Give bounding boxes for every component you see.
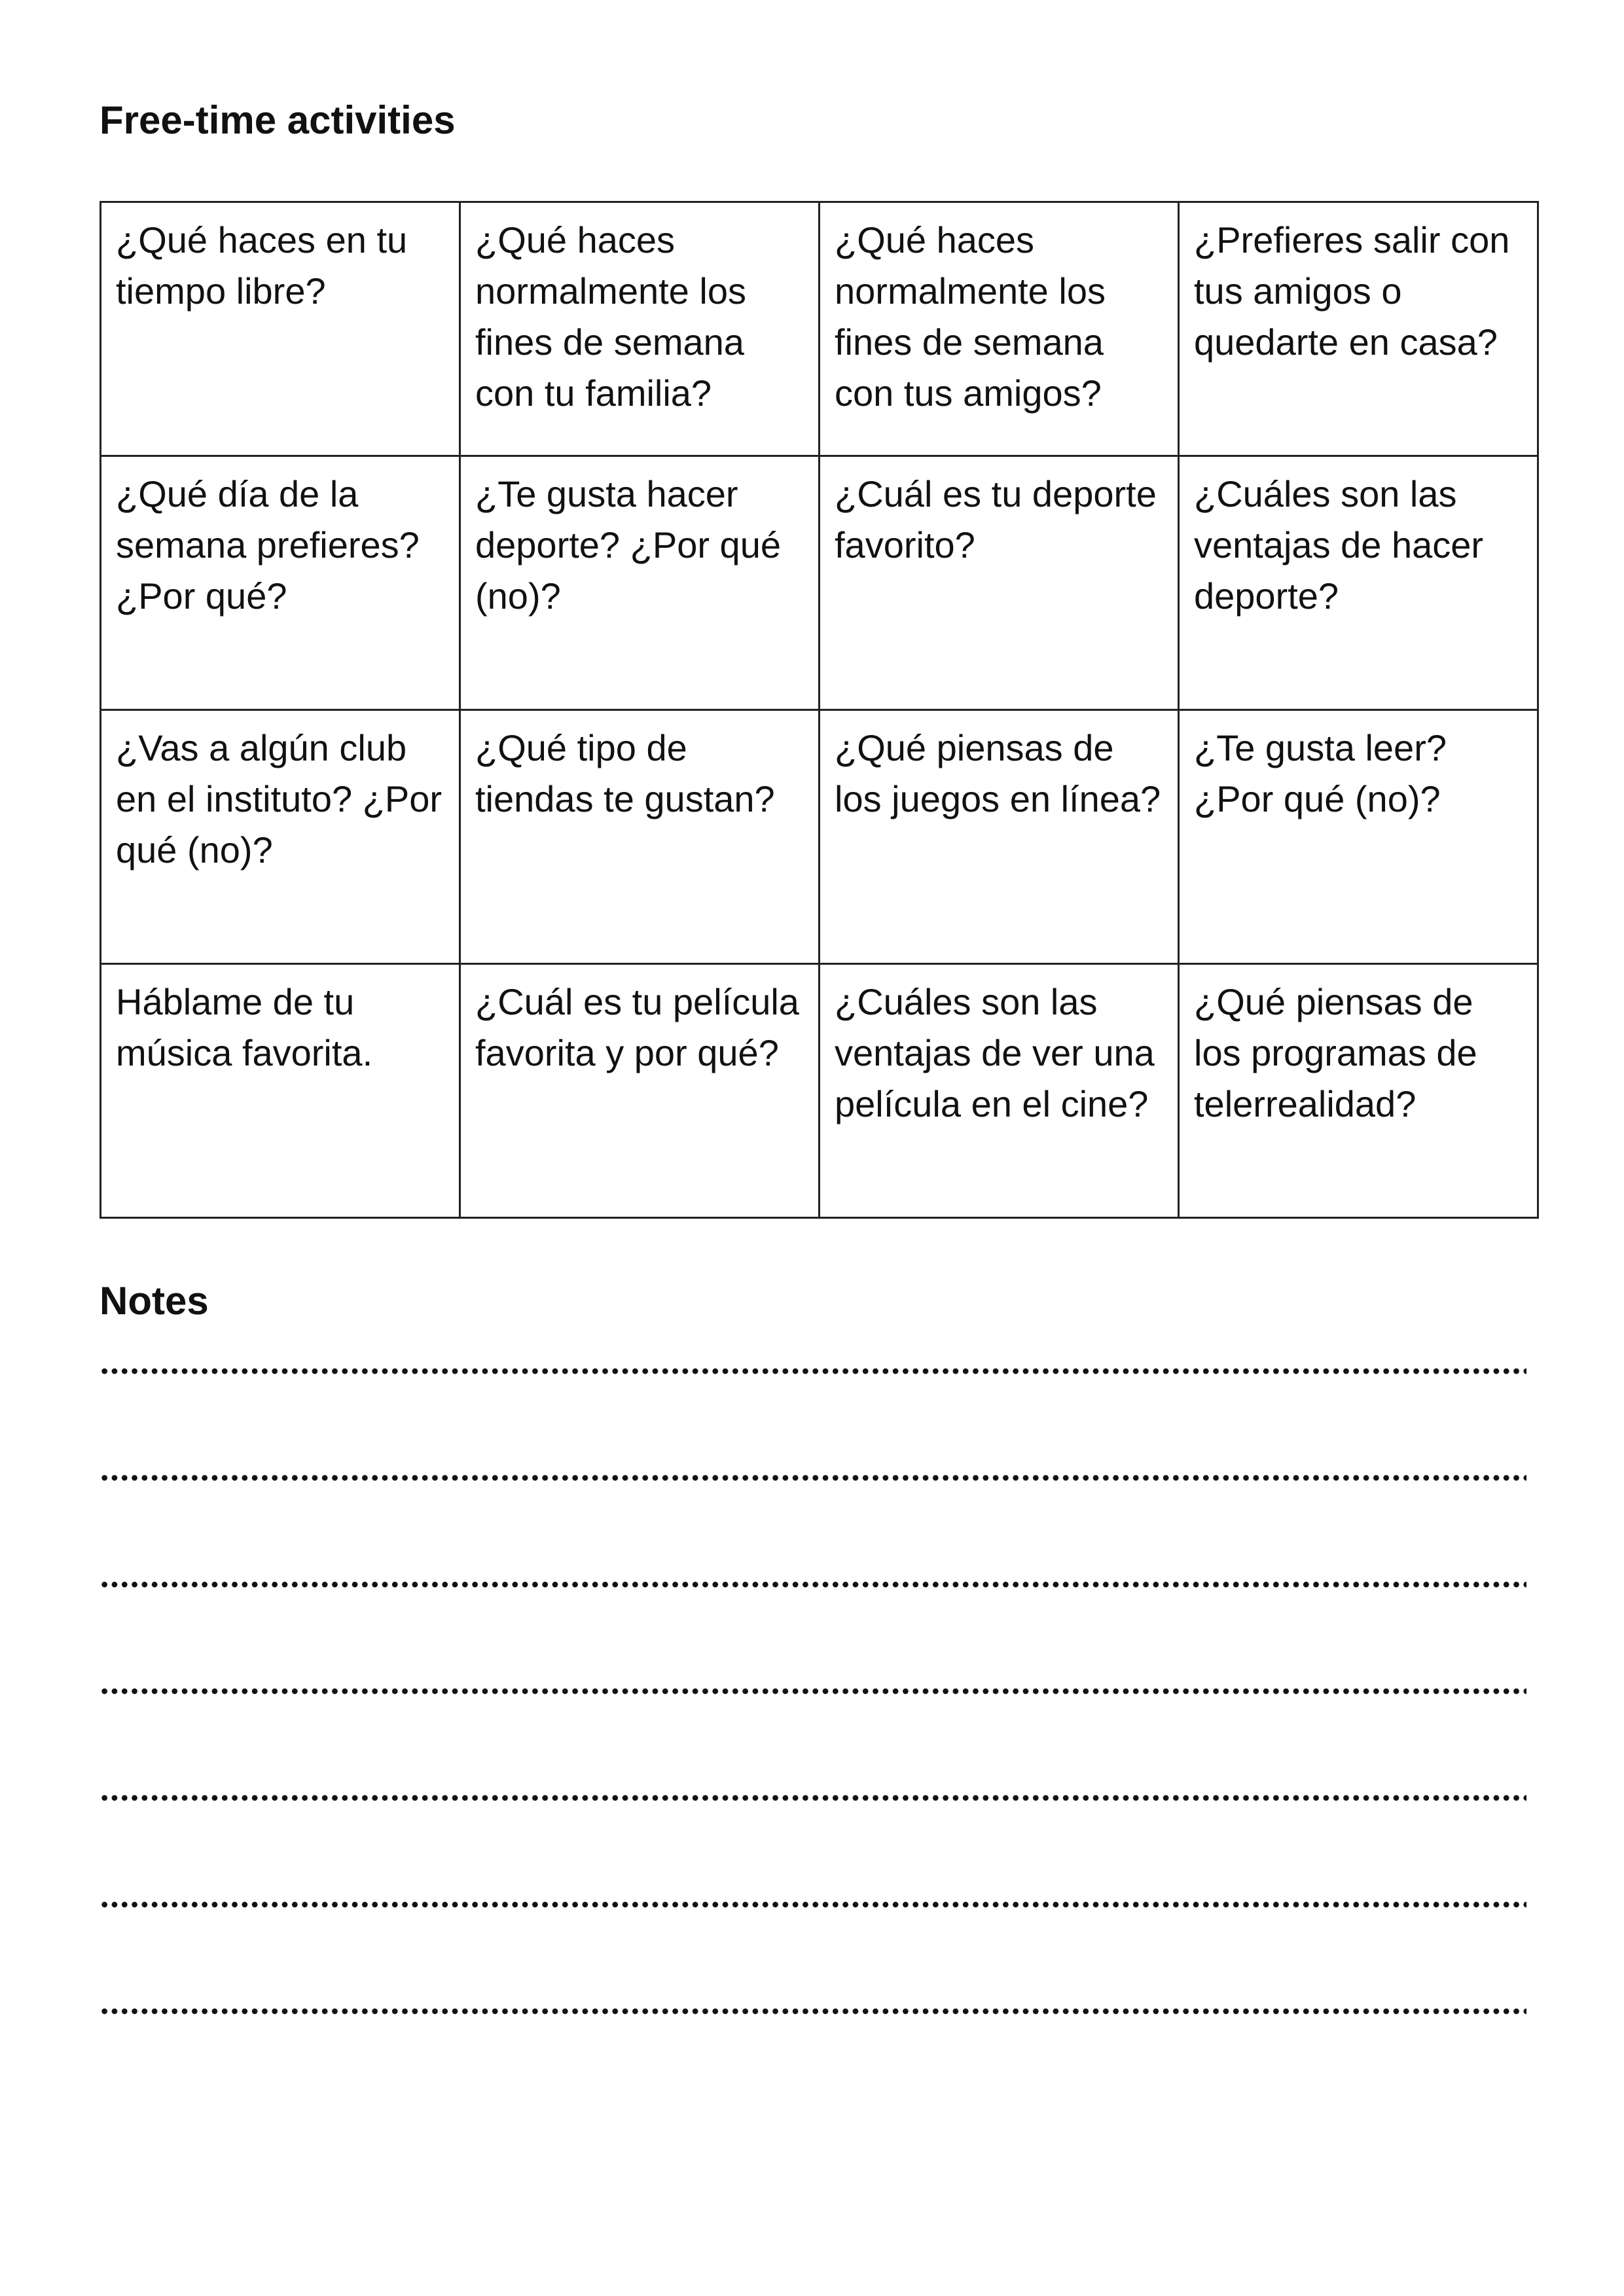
question-cell: ¿Te gusta leer? ¿Por qué (no)? xyxy=(1179,710,1538,964)
question-cell: ¿Vas a algún club en el instituto? ¿Por qué (no)? xyxy=(101,710,460,964)
question-cell: ¿Qué haces normalmente los fines de semana con tus amigos? xyxy=(820,202,1179,456)
notes-dotted-line xyxy=(99,1901,1526,1908)
notes-dotted-line xyxy=(99,1368,1526,1374)
question-cell: ¿Te gusta hacer deporte? ¿Por qué (no)? xyxy=(460,456,820,710)
notes-dotted-line xyxy=(99,1688,1526,1695)
question-cell: Háblame de tu música favorita. xyxy=(101,964,460,1218)
question-grid xyxy=(99,201,1539,1219)
notes-lines xyxy=(99,1368,1526,2115)
question-cell: ¿Cuál es tu deporte favorito? xyxy=(820,456,1179,710)
question-cell: ¿Qué haces normalmente los fines de semana con tu familia? xyxy=(460,202,820,456)
question-cell: ¿Qué piensas de los programas de telerrealidad? xyxy=(1179,964,1538,1218)
question-cell: ¿Cuáles son las ventajas de hacer deporte? xyxy=(1179,456,1538,710)
notes-dotted-line xyxy=(99,1795,1526,1801)
notes-dotted-line xyxy=(99,2008,1526,2015)
grid-row xyxy=(101,456,1538,710)
question-cell: ¿Qué día de la semana prefieres? ¿Por qué? xyxy=(101,456,460,710)
grid-row xyxy=(101,202,1538,456)
question-cell: ¿Prefieres salir con tus amigos o quedarte en casa? xyxy=(1179,202,1538,456)
question-cell: ¿Cuál es tu película favorita y por qué? xyxy=(460,964,820,1218)
page-title: Free-time activities xyxy=(99,98,456,142)
notes-dotted-line xyxy=(99,1581,1526,1588)
grid-row xyxy=(101,964,1538,1218)
question-cell: ¿Qué haces en tu tiempo libre? xyxy=(101,202,460,456)
question-cell: ¿Cuáles son las ventajas de ver una película en el cine? xyxy=(820,964,1179,1218)
notes-dotted-line xyxy=(99,1475,1526,1481)
notes-heading: Notes xyxy=(99,1279,209,1323)
grid-row xyxy=(101,710,1538,964)
question-cell: ¿Qué tipo de tiendas te gustan? xyxy=(460,710,820,964)
question-cell: ¿Qué piensas de los juegos en línea? xyxy=(820,710,1179,964)
